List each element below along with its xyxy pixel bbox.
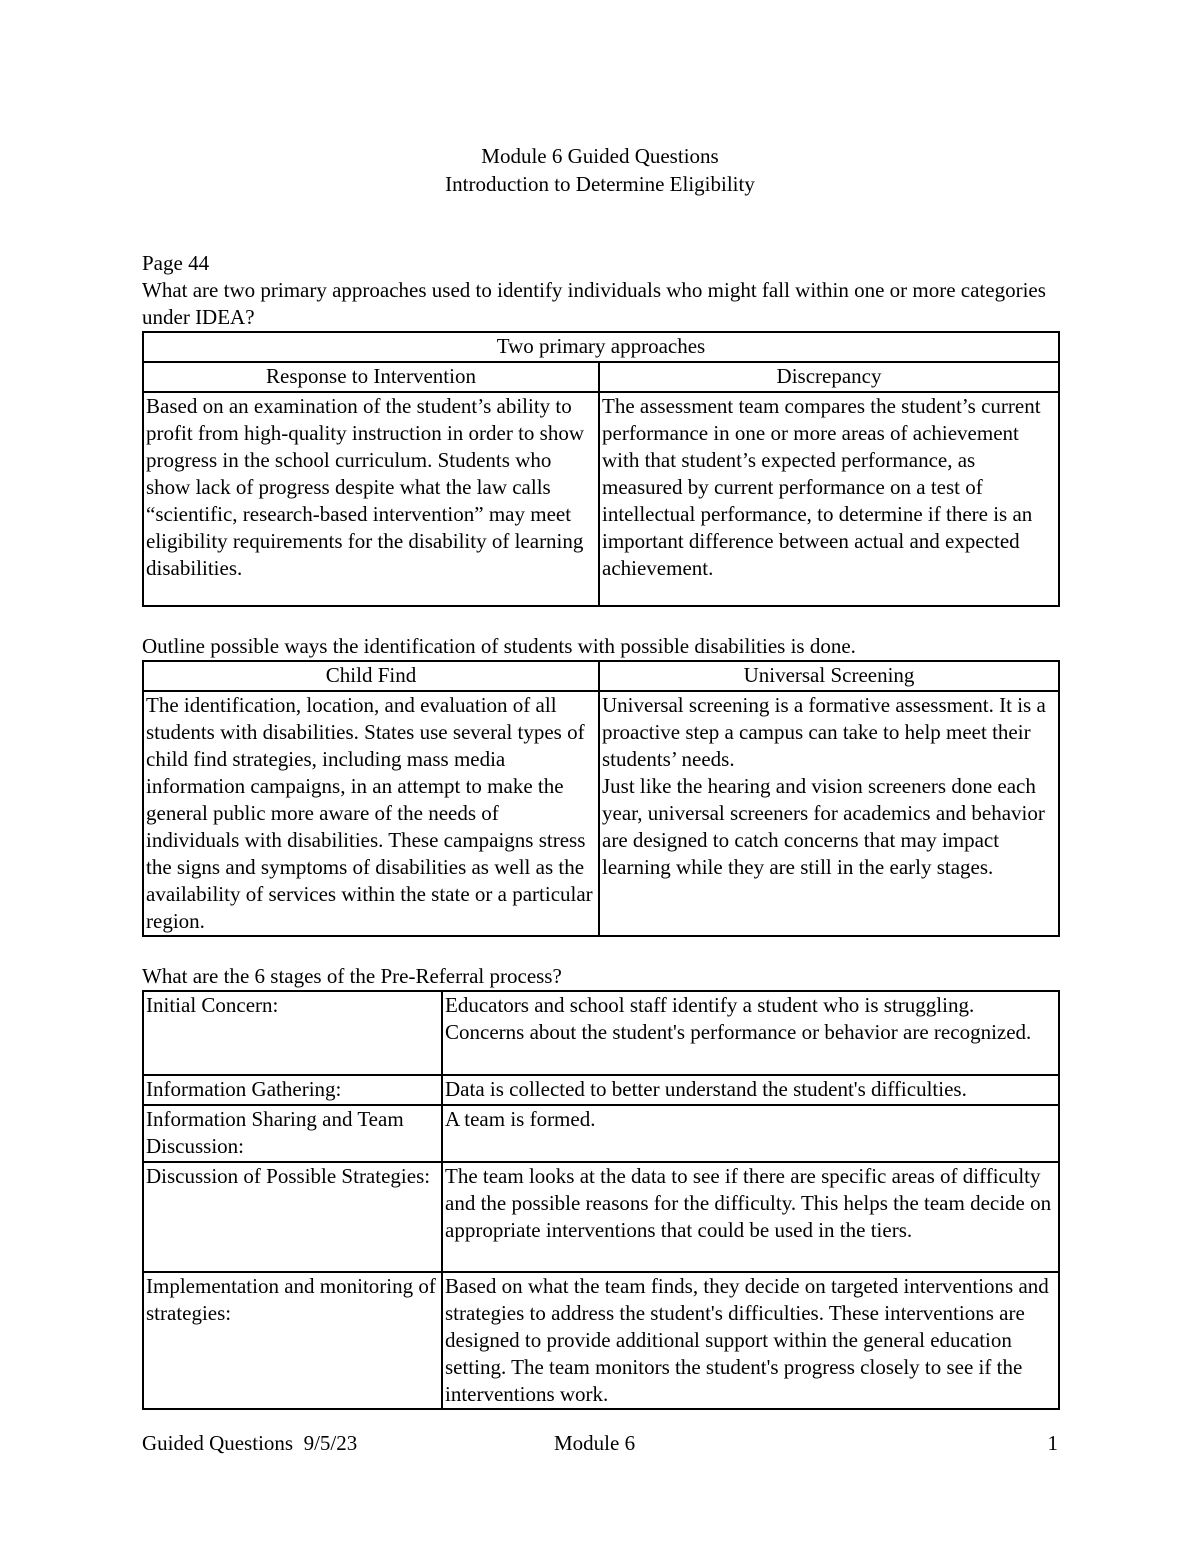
discrepancy-description: The assessment team compares the student’s current performance in one or more areas of achievement with that student’s expected performance, as measured by current performance on a test of intellectual performance, to determine if there is an important difference between actual and expected achievement.: [599, 392, 1059, 606]
title-block: [0, 142, 1200, 198]
page-footer: [142, 1430, 1058, 1460]
question-approaches: What are two primary approaches used to identify individuals who might fall within one or more categories under IDEA?: [142, 278, 1046, 329]
rti-description: Based on an examination of the student’s ability to profit from high-quality instruction in order to show progress in the school curriculum. Students who show lack of progress despite what the law calls “scientific, research-based intervention” may meet eligibility requirements for the disability of learning disabilities.: [143, 392, 599, 606]
pre-referral-table: [142, 990, 1060, 1410]
discrepancy-header: Discrepancy: [599, 362, 1059, 392]
approaches-table: [142, 331, 1060, 607]
stage-label: Information Sharing and Team Discussion:: [143, 1105, 442, 1162]
table-row: [143, 991, 1059, 1075]
approaches-table-title: Two primary approaches: [143, 332, 1059, 362]
universal-screening-paragraph-2: Just like the hearing and vision screeners done each year, universal screeners for academics and behavior are designed to catch concerns that may impact learning while they are still in the early stages.: [602, 774, 1045, 879]
child-find-header: Child Find: [143, 661, 599, 691]
document-title: Module 6 Guided Questions: [481, 144, 719, 168]
document-body: [142, 250, 1058, 1410]
universal-screening-header: Universal Screening: [599, 661, 1059, 691]
child-find-description: The identification, location, and evaluation of all students with disabilities. States use several types of child find strategies, including mass media information campaigns, in an attempt to make the general public more aware of the needs of individuals with disabilities. These campaigns stress the signs and symptoms of disabilities as well as the availability of services within the state or a particular region.: [143, 691, 599, 936]
universal-screening-description: [599, 691, 1059, 936]
stage-description: Based on what the team finds, they decide on targeted interventions and strategies to address the student's difficulties. These interventions are designed to provide additional support within the general education setting. The team monitors the student's progress closely to see if the interventions work.: [442, 1272, 1059, 1409]
stage-label: Discussion of Possible Strategies:: [143, 1162, 442, 1272]
identification-table: [142, 660, 1060, 937]
stage-label: Information Gathering:: [143, 1075, 442, 1105]
universal-screening-paragraph-1: Universal screening is a formative assessment. It is a proactive step a campus can take to help meet their students’ needs.: [602, 693, 1046, 771]
page-number: 1: [1047, 1431, 1058, 1455]
footer-left: Guided Questions 9/5/23: [142, 1431, 358, 1455]
stage-label: Implementation and monitoring of strategies:: [143, 1272, 442, 1409]
stage-description: Data is collected to better understand the student's difficulties.: [442, 1075, 1059, 1105]
stage-description: Educators and school staff identify a student who is struggling. Concerns about the student's performance or behavior are recognized.: [442, 991, 1059, 1075]
footer-module: Module 6: [554, 1431, 636, 1455]
document-subtitle: Introduction to Determine Eligibility: [445, 172, 755, 196]
question-identification: Outline possible ways the identification of students with possible disabilities is done.: [142, 634, 856, 658]
stage-description: A team is formed.: [442, 1105, 1059, 1162]
rti-header: Response to Intervention: [143, 362, 599, 392]
table-row: [143, 1075, 1059, 1105]
question-pre-referral: What are the 6 stages of the Pre-Referral process?: [142, 964, 562, 988]
table-row: [143, 1272, 1059, 1409]
page-reference: Page 44: [142, 251, 210, 275]
stage-description: The team looks at the data to see if there are specific areas of difficulty and the possible reasons for the difficulty. This helps the team decide on appropriate interventions that could be used in the tiers.: [442, 1162, 1059, 1272]
table-row: [143, 1162, 1059, 1272]
table-row: [143, 1105, 1059, 1162]
stage-label: Initial Concern:: [143, 991, 442, 1075]
